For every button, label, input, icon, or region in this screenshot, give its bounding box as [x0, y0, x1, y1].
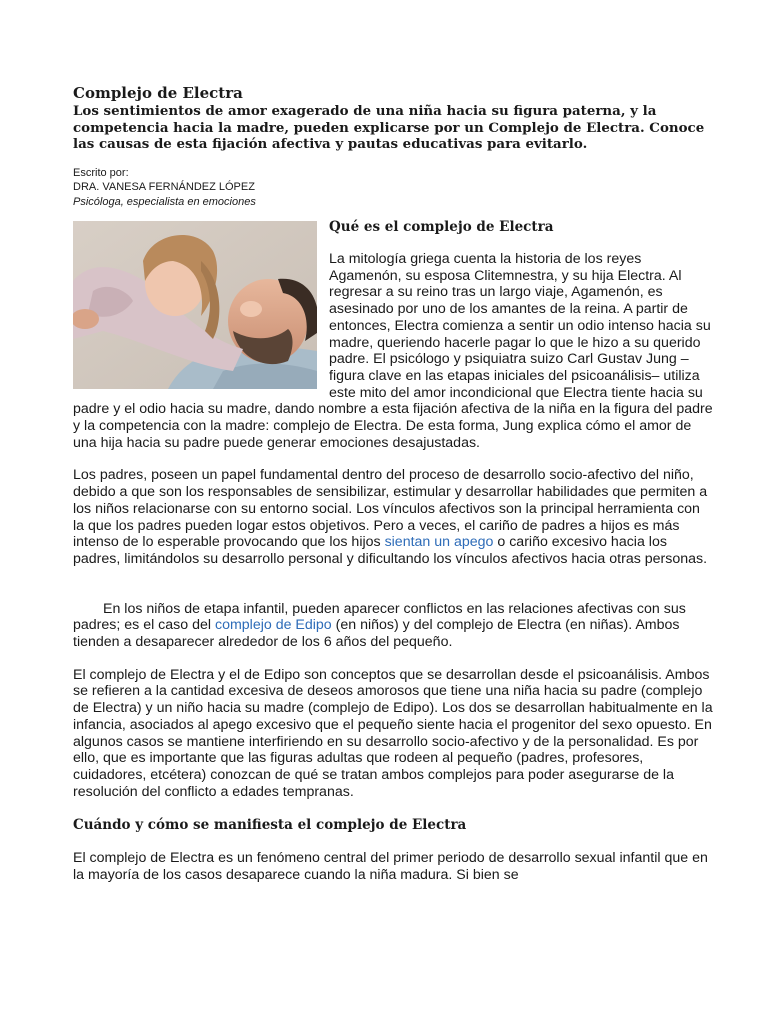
article [73, 84, 713, 884]
author-name: DRA. VANESA FERNÁNDEZ LÓPEZ [73, 181, 255, 193]
paragraph-1: La mitología griega cuenta la historia de los reyes Agamenón, su esposa Clitemnestra, y su hija Electra. Al regresar a su reino tras un largo viaje, Agamenón, es asesinado por uno de los amantes de la reina. A partir de entonces, Electra comienza a sentir un odio intenso hacia su madre, queriendo hacerle pagar lo que le hizo a su querido padre. El psicólogo y psiquiatra suizo Carl Gustav Jung –figura clave en las etapas iniciales del psicoanálisis– utiliza este mito del amor incondicional que Electra tiente hacia su padre y el odio hacia su madre, dando nombre a esta fijación afectiva de la niña en la figura del padre y la competencia con la madre: complejo de Electra. De esta forma, Jung explica cómo el amor de una hija hacia su padre puede generar emociones desajustadas. [73, 251, 713, 451]
byline [73, 166, 713, 210]
paragraph-3-text-a: En los niños de etapa infantil, pueden aparecer conflictos en las relaciones afectivas con sus padres; es el caso del [73, 600, 686, 634]
father-daughter-photo [73, 221, 317, 389]
link-sientan-un-apego[interactable]: sientan un apego [384, 534, 494, 551]
paragraph-3-text-b: (en niños) y del complejo de Electra (en niñas). Ambos tienden a desaparecer alrededor de los 6 años del pequeño. [73, 617, 680, 651]
paragraph-2-text-b: o cariño excesivo hacia los padres, limitándolos su desarrollo personal y dificultando los vínculos afectivos hacia otras personas. [73, 534, 708, 567]
paragraph-5: El complejo de Electra es un fenómeno central del primer periodo de desarrollo sexual infantil que en la mayoría de los casos desaparece cuando la niña madura. Si bien se [73, 850, 708, 884]
article-lead: Los sentimientos de amor exagerado de una niña hacia su figura paterna, y la competencia hacia la madre, pueden explicarse por un Complejo de Electra. Conoce las causas de esta fijación afectiva y pautas educativas para evitarlo. [73, 103, 705, 152]
paragraph-3 [73, 601, 713, 651]
link-complejo-de-edipo[interactable]: complejo de Edipo [214, 617, 332, 634]
paragraph-2 [73, 467, 713, 567]
byline-label: Escrito por: [73, 166, 129, 179]
paragraph-2-text-a: Los padres, poseen un papel fundamental dentro del proceso de desarrollo socio-afectivo del niño, debido a que son los responsables de sensibilizar, estimular y desarrollar habilidades que permiten a los niños relacionarse con su entorno social. Los vínculos afectivos son la principal herramienta con la que los padres pueden logar estos objetivos. Pero a veces, el cariño de padres a hijos es más intenso de lo esperable provocando que los hijos [73, 467, 708, 551]
article-title: Complejo de Electra [73, 84, 243, 102]
paragraph-4: El complejo de Electra y el de Edipo son conceptos que se desarrollan desde el psicoanálisis. Ambos se refieren a la cantidad excesiva de deseos amorosos que tiene una niña hacia su padre (complejo de Electra) y un niño hacia su madre (complejo de Edipo). Los dos se desarrollan habitualmente en la infancia, asociados al apego excesivo que el pequeño siente hacia el progenitor del sexo opuesto. En algunos casos se mantiene interfiriendo en su desarrollo socio-afectivo y de la personalidad. Es por ello, que es importante que las figuras adultas que rodeen al pequeño (padres, profesores, cuidadores, etcétera) conozcan de qué se tratan ambos complejos para poder asegurarse de la resolución del conflicto a edades tempranas. [73, 666, 713, 800]
section-heading-what-is: Qué es el complejo de Electra [329, 219, 554, 235]
author-role: Psicóloga, especialista en emociones [73, 195, 256, 208]
section-heading-when-how: Cuándo y cómo se manifiesta el complejo de Electra [73, 817, 467, 834]
